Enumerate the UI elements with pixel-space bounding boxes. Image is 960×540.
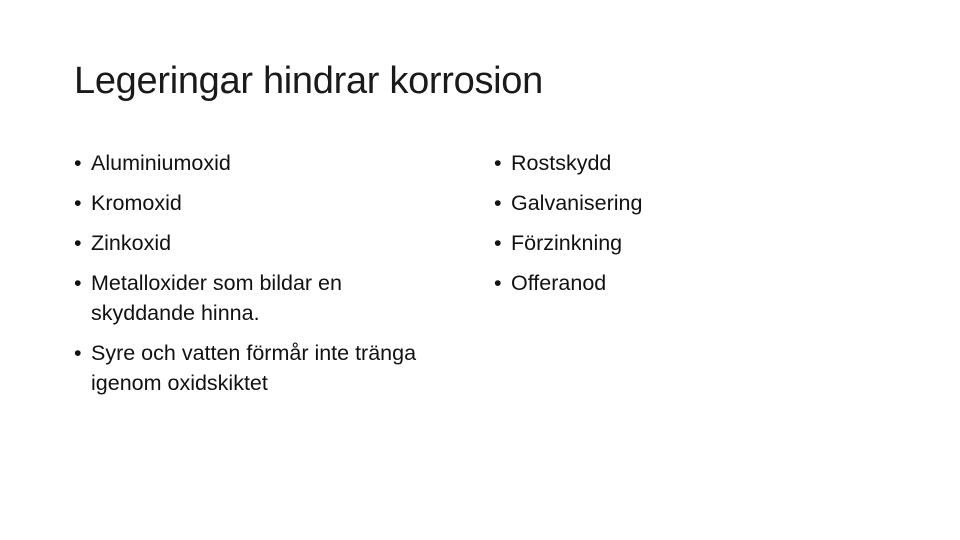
list-item-text: Förzinkning: [511, 231, 623, 255]
bullet-icon: •: [74, 341, 82, 365]
bullet-icon: •: [494, 231, 502, 255]
list-item-text: Zinkoxid: [91, 231, 172, 255]
list-item: [74, 228, 444, 258]
slide-title: Legeringar hindrar korrosion: [74, 60, 543, 102]
bullet-icon: •: [74, 151, 82, 175]
bullet-icon: •: [494, 191, 502, 215]
bullet-icon: •: [74, 271, 82, 295]
list-item-text: Metalloxider som bildar en skyddande hinna.: [91, 271, 342, 325]
bullet-icon: •: [74, 231, 82, 255]
list-item-text: Aluminiumoxid: [91, 151, 231, 175]
list-item: [494, 228, 874, 258]
list-item: [74, 148, 444, 178]
list-item-text: Galvanisering: [511, 191, 643, 215]
list-item: [494, 148, 874, 178]
right-bullet-list: [494, 148, 874, 308]
list-item: [74, 338, 444, 398]
bullet-icon: •: [494, 151, 502, 175]
list-item-text: Rostskydd: [511, 151, 612, 175]
bullet-icon: •: [74, 191, 82, 215]
list-item-text: Syre och vatten förmår inte tränga igenom oxidskiktet: [91, 341, 417, 395]
list-item: [494, 188, 874, 218]
list-item: [494, 268, 874, 298]
bullet-icon: •: [494, 271, 502, 295]
left-bullet-list: [74, 148, 444, 408]
list-item-text: Offeranod: [511, 271, 607, 295]
list-item: [74, 268, 444, 328]
list-item: [74, 188, 444, 218]
list-item-text: Kromoxid: [91, 191, 182, 215]
